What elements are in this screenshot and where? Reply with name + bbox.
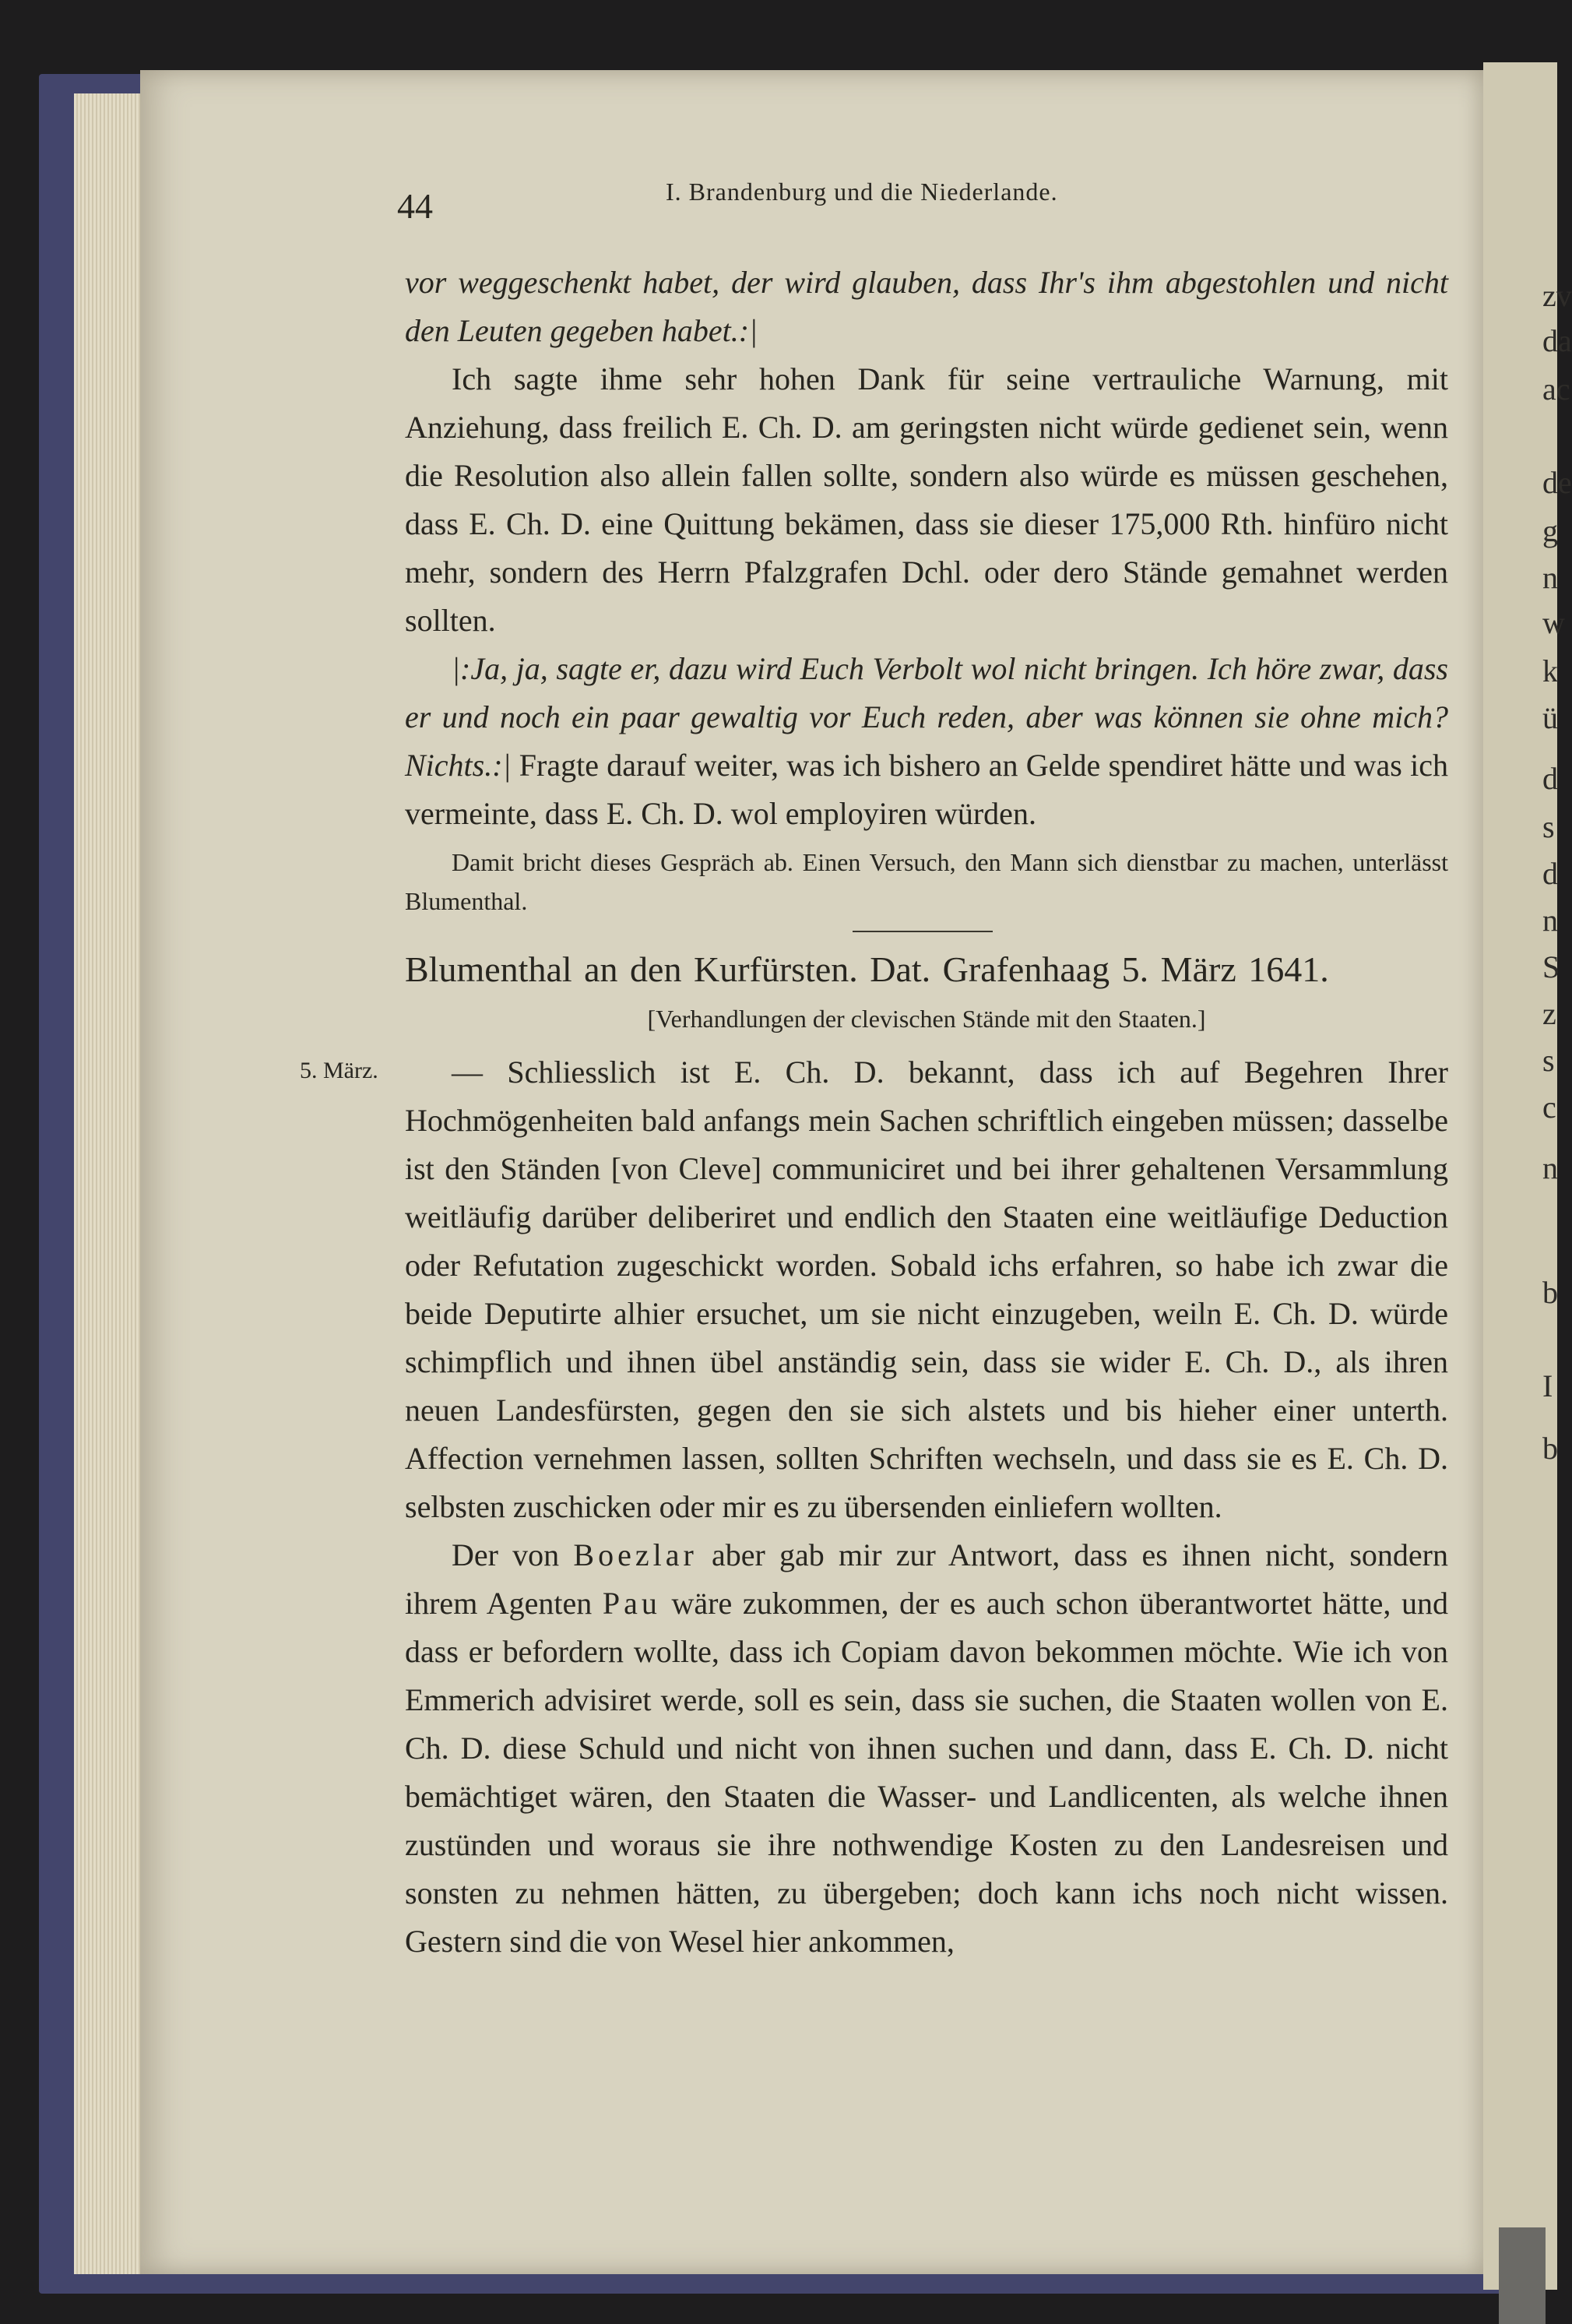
letter-heading: Blumenthal an den Kurfürsten. Dat. Grafenhaag 5. März 1641.: [405, 949, 1329, 989]
text-span: wäre zukommen, der es auch schon überantwortet hätte, und dass er befordern wollte, dass ich Copiam davon bekommen möchte. Wie ich von Emmerich advisiret werde, soll es sein, dass sie suchen, die Staaten wollen von E. Ch. D. diese Schuld und nicht von ihnen suchen und dann, dass E. Ch. D. nicht bemächtiget wären, den Staaten die Wasser- und Landlicenten, als welche ihnen zustünden und woraus sie ihre nothwendige Kosten zu den Landesreisen und sonsten zu nehmen hätten, zu übergeben; doch kann ichs noch nicht wissen. Gestern sind die von Wesel hier ankommen,: [405, 1586, 1448, 1959]
facing-page-fragment: ü: [1542, 700, 1558, 735]
scale-bar: [1499, 2227, 1546, 2324]
facing-page-strip: [1483, 62, 1572, 2290]
facing-page-fragment: b: [1542, 1275, 1558, 1310]
facing-page-fragment: z: [1542, 996, 1556, 1031]
running-head: I. Brandenburg und die Niederlande.: [666, 178, 1058, 206]
facing-page-fragment: b: [1542, 1431, 1558, 1466]
text-span: aber gab mir zur Antwort, dass es ihnen nicht, sondern ihrem Agenten: [405, 1537, 1448, 1621]
text-block-1: [405, 259, 1448, 921]
paragraph-rest: Fragte darauf weiter, was ich bishero an Gelde spendiret hätte und was ich vermeinte, dass E. Ch. D. wol employiren würden.: [405, 748, 1448, 831]
facing-page-fragment: g: [1542, 513, 1558, 548]
facing-page-fragment: zv: [1542, 278, 1572, 313]
facing-page-fragment: c: [1542, 1090, 1556, 1125]
paragraph: — Schliesslich ist E. Ch. D. bekannt, dass ich auf Begehren Ihrer Hochmögenheiten bald anfangs mein Sachen schriftlich eingeben müssen; dasselbe ist den Ständen [von Cleve] communiciret und bei ihrer gehaltenen Versammlung weitläufig darüber deliberiret und endlich den Staaten eine weitläufige Deduction oder Refutation zugeschickt worden. Sobald ichs erfahren, so habe ich zwar die beide Deputirte alhier ersuchet, um sie nicht einzugeben, weiln E. Ch. D. würde schimpflich und ihnen übel anständig sein, dass sie wider E. Ch. D., als ihren neuen Landesfürsten, gegen den sie sich alstets und bis hieher einer unterth. Affection vernehmen lassen, sollten Schriften wechseln, und dass sie es E. Ch. D. selbsten zuschicken oder mir es zu übersenden einliefern wollten.: [405, 1055, 1448, 1524]
italic-quote: |:Ja, ja, sagte er, dazu wird Euch Verbolt wol nicht bringen. Ich höre zwar, dass er und noch ein paar gewaltig vor Euch reden, aber was können sie ohne mich? Nichts.:|: [405, 651, 1448, 783]
paragraph: [405, 645, 1448, 838]
margin-date: 5. März.: [300, 1058, 378, 1083]
paragraph: vor weggeschenkt habet, der wird glauben, dass Ihr's ihm abgestohlen und nicht den Leuten gegeben habet.:|: [405, 265, 1448, 348]
source-note: [Verhandlungen der clevischen Stände mit den Staaten.]: [647, 1005, 1206, 1033]
text-span: Der von: [452, 1537, 574, 1572]
person-name: Pau: [602, 1586, 661, 1621]
facing-page-fragment: d: [1542, 856, 1558, 891]
paragraph: [405, 1531, 1448, 1966]
paragraph: Ich sagte ihme sehr hohen Dank für seine vertrauliche Warnung, mit Anziehung, dass freilich E. Ch. D. am geringsten nicht würde gedienet sein, wenn die Resolution also allein fallen sollte, sondern also würde es müssen geschehen, dass E. Ch. D. eine Quittung bekämen, dass sie dieser 175,000 Rth. hinfüro nicht mehr, sondern des Herrn Pfalzgrafen Dchl. oder dero Stände gemahnet werden sollten.: [405, 361, 1448, 638]
facing-page-fragment: s: [1542, 1043, 1555, 1078]
facing-page-fragment: n: [1542, 1150, 1558, 1185]
section-divider: [853, 931, 993, 932]
facing-page-fragment: k: [1542, 653, 1558, 688]
editorial-note: Damit bricht dieses Gespräch ab. Einen Versuch, den Mann sich dienstbar zu machen, unterlässt Blumenthal.: [405, 848, 1448, 915]
facing-page-fragment: s: [1542, 809, 1555, 844]
text-block-2: [405, 1048, 1448, 1966]
facing-page-fragment: I: [1542, 1368, 1553, 1403]
person-name: Boezlar: [573, 1537, 698, 1572]
facing-page-fragment: n: [1542, 560, 1558, 595]
page-number: 44: [397, 186, 433, 226]
facing-page-fragment: n: [1542, 903, 1558, 938]
facing-page-fragment: de: [1542, 465, 1572, 500]
facing-page-fragment: d: [1542, 761, 1558, 796]
facing-page-fragment: S: [1542, 949, 1560, 984]
facing-page-fragment: ac: [1542, 371, 1570, 407]
facing-page-fragment: da: [1542, 323, 1572, 358]
facing-page-fragment: w: [1542, 605, 1565, 640]
